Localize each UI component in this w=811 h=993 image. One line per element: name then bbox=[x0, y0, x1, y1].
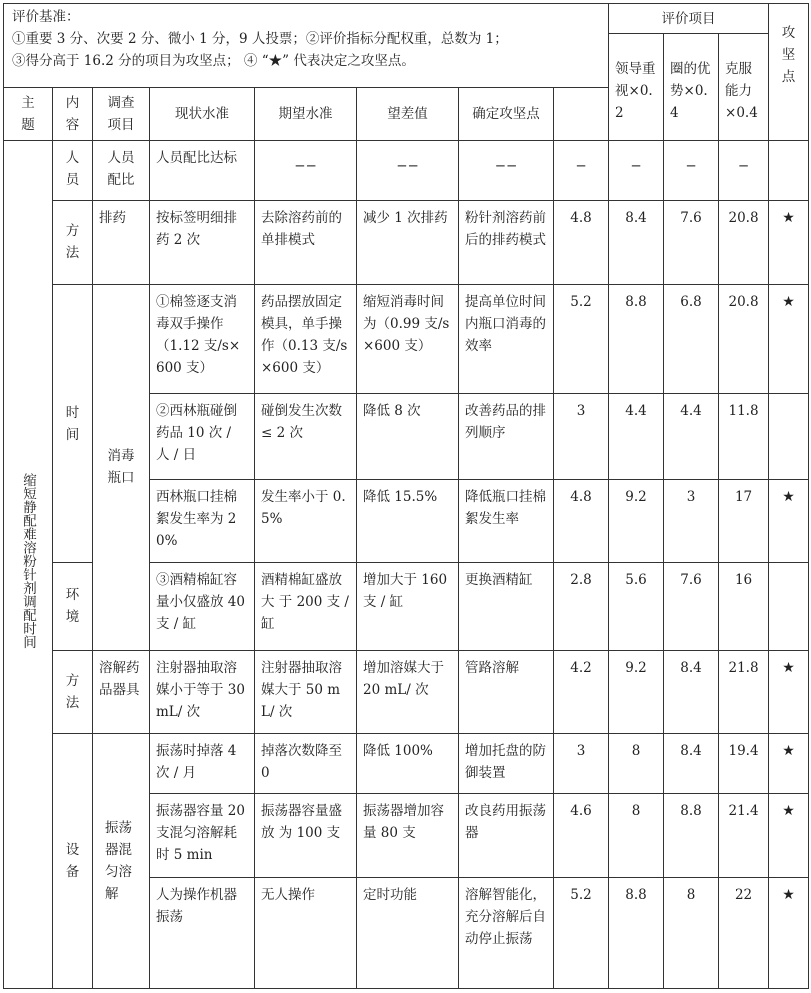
row-7-ability: 8.4 bbox=[664, 733, 719, 793]
row-3-ability: 4.4 bbox=[664, 393, 719, 479]
row-7-current: 振荡时掉落 4 次 / 月 bbox=[150, 733, 255, 793]
row-3-gap: 降低 8 次 bbox=[357, 393, 459, 479]
survey-shaker: 振荡器混匀溶解 bbox=[93, 733, 150, 988]
evaluation-table bbox=[3, 3, 809, 989]
row-0-expect: −− bbox=[255, 140, 357, 200]
row-5-gap: 增加大于 160 支 / 缸 bbox=[357, 563, 459, 650]
criteria-line-1: ①重要 3 分、次要 2 分、微小 1 分，9 人投票；②评价指标分配权重，总数为 1； bbox=[12, 31, 508, 47]
row-7-total: 19.4 bbox=[719, 733, 769, 793]
row-4-leader: 4.8 bbox=[554, 479, 609, 562]
row-4-current: 西林瓶口挂棉絮发生率为 20% bbox=[150, 479, 255, 562]
row-4-circle: 9.2 bbox=[609, 479, 664, 562]
row-7-gap: 降低 100% bbox=[357, 733, 459, 793]
row-8-leader: 4.6 bbox=[554, 794, 609, 878]
row-6-determine: 管路溶解 bbox=[459, 650, 554, 733]
row-1-total: 20.8 bbox=[719, 200, 769, 284]
row-0-determine: −− bbox=[459, 140, 554, 200]
row-6-circle: 9.2 bbox=[609, 650, 664, 733]
row-4-star: ★ bbox=[769, 479, 809, 562]
row-9-circle: 8.8 bbox=[609, 878, 664, 989]
row-2-total: 20.8 bbox=[719, 285, 769, 393]
gap-header: 望差值 bbox=[357, 88, 459, 140]
content-time: 时间 bbox=[53, 285, 93, 563]
row-0-total: − bbox=[719, 140, 769, 200]
row-2-current: ①棉签逐支消毒双手操作（1.12 支/s×600 支） bbox=[150, 285, 255, 393]
row-9-determine: 溶解智能化，充分溶解后自动停止振荡 bbox=[459, 878, 554, 989]
row-2-star: ★ bbox=[769, 285, 809, 393]
row-8-ability: 8.8 bbox=[664, 794, 719, 878]
row-5-circle: 5.6 bbox=[609, 563, 664, 650]
row-4-gap: 降低 15.5% bbox=[357, 479, 459, 562]
row-3-circle: 4.4 bbox=[609, 393, 664, 479]
row-5-leader: 2.8 bbox=[554, 563, 609, 650]
row-6-leader: 4.2 bbox=[554, 650, 609, 733]
survey-header: 调查项目 bbox=[93, 88, 150, 140]
row-5-total: 16 bbox=[719, 563, 769, 650]
row-8-total: 21.4 bbox=[719, 794, 769, 878]
row-9-ability: 8 bbox=[664, 878, 719, 989]
row-8-circle: 8 bbox=[609, 794, 664, 878]
row-5-star bbox=[769, 563, 809, 650]
row-6-expect: 注射器抽取溶媒大于 50 mL/ 次 bbox=[255, 650, 357, 733]
circle-header: 圈的优势×0.4 bbox=[664, 34, 719, 140]
row-7-determine: 增加托盘的防御装置 bbox=[459, 733, 554, 793]
row-3-total: 11.8 bbox=[719, 393, 769, 479]
row-0-circle: − bbox=[609, 140, 664, 200]
row-8-gap: 振荡器增加容量 80 支 bbox=[357, 794, 459, 878]
row-7-star: ★ bbox=[769, 733, 809, 793]
theme-text: 缩短静配难溶粉针剂调配时间 bbox=[20, 473, 36, 649]
row-2-expect: 药品摆放固定模具，单手操作（0.13 支/s×600 支） bbox=[255, 285, 357, 393]
current-header: 现状水准 bbox=[150, 88, 255, 140]
row-7-circle: 8 bbox=[609, 733, 664, 793]
row-3-leader: 3 bbox=[554, 393, 609, 479]
crux-header: 攻坚点 bbox=[769, 4, 809, 141]
row-1-ability: 7.6 bbox=[664, 200, 719, 284]
ability-header: 克服能力×0.4 bbox=[719, 34, 769, 140]
row-2-circle: 8.8 bbox=[609, 285, 664, 393]
row-2-ability: 6.8 bbox=[664, 285, 719, 393]
criteria-line-2: ③得分高于 16.2 分的项目为攻坚点； ④ “★” 代表决定之攻坚点。 bbox=[12, 53, 415, 69]
row-3-expect: 碰倒发生次数≤ 2 次 bbox=[255, 393, 357, 479]
content-environment: 环境 bbox=[53, 563, 93, 650]
row-0-leader: − bbox=[554, 140, 609, 200]
row-9-total: 22 bbox=[719, 878, 769, 989]
row-8-star: ★ bbox=[769, 794, 809, 878]
row-1-leader: 4.8 bbox=[554, 200, 609, 284]
row-3-determine: 改善药品的排列顺序 bbox=[459, 393, 554, 479]
row-5-determine: 更换酒精缸 bbox=[459, 563, 554, 650]
expect-header: 期望水准 bbox=[255, 88, 357, 140]
row-4-ability: 3 bbox=[664, 479, 719, 562]
row-4-determine: 降低瓶口挂棉絮发生率 bbox=[459, 479, 554, 562]
row-2-leader: 5.2 bbox=[554, 285, 609, 393]
row-0-star bbox=[769, 140, 809, 200]
row-2-determine: 提高单位时间内瓶口消毒的效率 bbox=[459, 285, 554, 393]
row-7-leader: 3 bbox=[554, 733, 609, 793]
row-7-expect: 掉落次数降至 0 bbox=[255, 733, 357, 793]
row-1-expect: 去除溶药前的单排模式 bbox=[255, 200, 357, 284]
row-6-ability: 8.4 bbox=[664, 650, 719, 733]
row-5-ability: 7.6 bbox=[664, 563, 719, 650]
row-1-star: ★ bbox=[769, 200, 809, 284]
row-6-current: 注射器抽取溶媒小于等于 30 mL/ 次 bbox=[150, 650, 255, 733]
row-0-current: 人员配比达标 bbox=[150, 140, 255, 200]
content-header: 内容 bbox=[53, 88, 93, 140]
row-3-current: ②西林瓶碰倒药品 10 次 / 人 / 日 bbox=[150, 393, 255, 479]
topic-header: 主题 bbox=[4, 88, 53, 140]
row-3-star bbox=[769, 393, 809, 479]
row-1-circle: 8.4 bbox=[609, 200, 664, 284]
leader-header: 领导重视×0.2 bbox=[609, 34, 664, 140]
theme-cell bbox=[4, 140, 53, 988]
criteria-title: 评价基准： bbox=[12, 9, 80, 25]
eval-items-header: 评价项目 bbox=[609, 4, 769, 34]
row-4-expect: 发生率小于 0.5% bbox=[255, 479, 357, 562]
survey-staffing: 人员配比 bbox=[93, 140, 150, 200]
row-9-leader: 5.2 bbox=[554, 878, 609, 989]
determine-header: 确定攻坚点 bbox=[459, 88, 554, 140]
row-1-determine: 粉针剂溶药前后的排药模式 bbox=[459, 200, 554, 284]
row-5-current: ③酒精棉缸容量小仅盛放 40 支 / 缸 bbox=[150, 563, 255, 650]
survey-disinfect: 消毒瓶口 bbox=[93, 285, 150, 650]
row-9-star: ★ bbox=[769, 878, 809, 989]
row-6-total: 21.8 bbox=[719, 650, 769, 733]
row-8-determine: 改良药用振荡器 bbox=[459, 794, 554, 878]
row-8-expect: 振荡器容量盛放 为 100 支 bbox=[255, 794, 357, 878]
row-6-star: ★ bbox=[769, 650, 809, 733]
criteria-cell bbox=[4, 4, 609, 88]
survey-dispensing: 排药 bbox=[93, 200, 150, 284]
row-9-current: 人为操作机器振荡 bbox=[150, 878, 255, 989]
row-2-gap: 缩短消毒时间 为（0.99 支/s×600 支） bbox=[357, 285, 459, 393]
row-6-gap: 增加溶媒大于 20 mL/ 次 bbox=[357, 650, 459, 733]
row-8-current: 振荡器容量 20 支混匀溶解耗时 5 min bbox=[150, 794, 255, 878]
row-1-gap: 减少 1 次排药 bbox=[357, 200, 459, 284]
row-4-total: 17 bbox=[719, 479, 769, 562]
row-0-gap: −− bbox=[357, 140, 459, 200]
row-9-gap: 定时功能 bbox=[357, 878, 459, 989]
content-equipment: 设备 bbox=[53, 733, 93, 988]
row-0-ability: − bbox=[664, 140, 719, 200]
row-1-current: 按标签明细排药 2 次 bbox=[150, 200, 255, 284]
content-method-1: 方法 bbox=[53, 200, 93, 284]
row-9-expect: 无人操作 bbox=[255, 878, 357, 989]
content-personnel: 人员 bbox=[53, 140, 93, 200]
row-5-expect: 酒精棉缸盛放 大 于 200 支 / 缸 bbox=[255, 563, 357, 650]
content-method-2: 方法 bbox=[53, 650, 93, 733]
survey-dissolve-tools: 溶解药品器具 bbox=[93, 650, 150, 733]
